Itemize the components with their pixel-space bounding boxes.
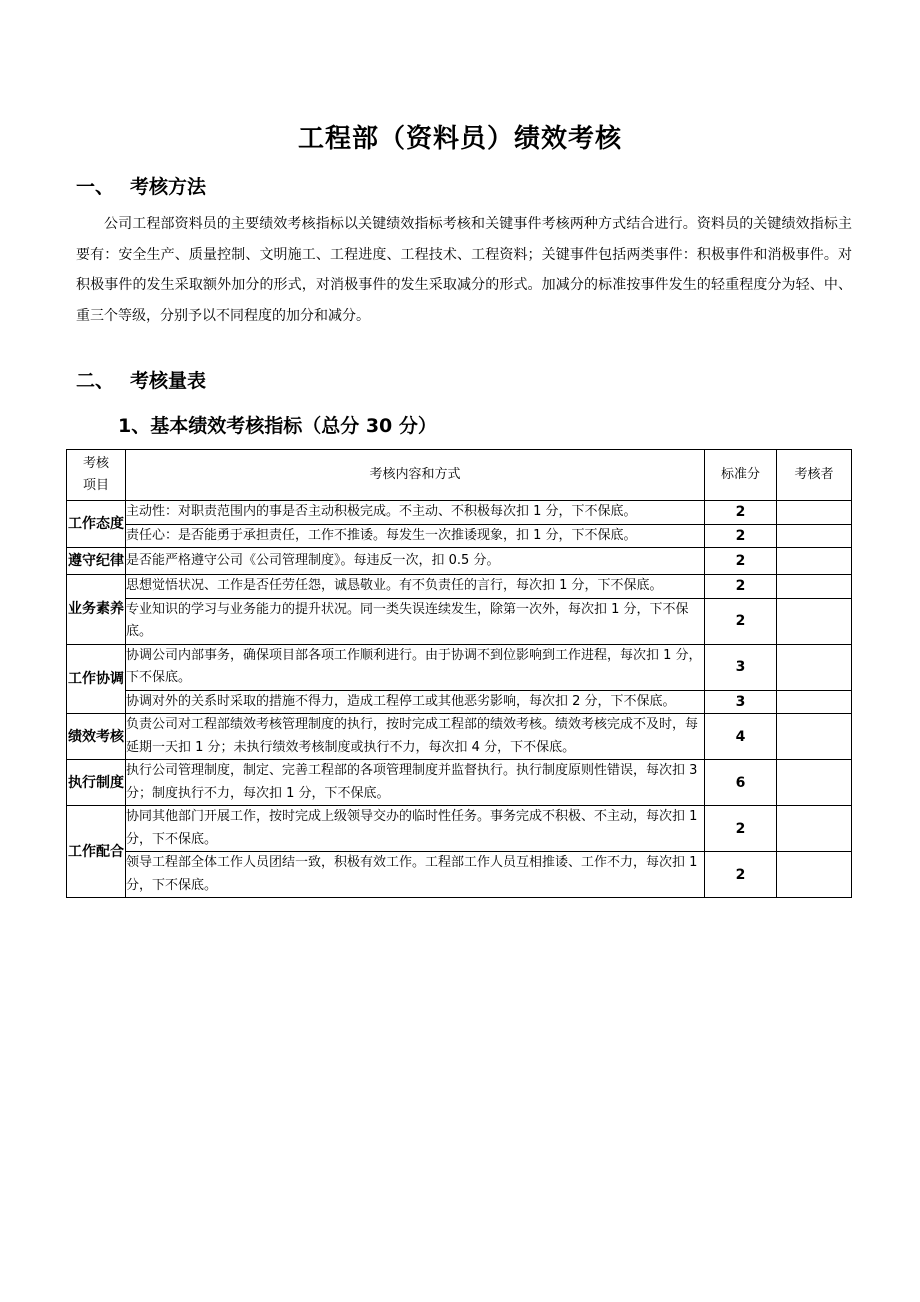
method-paragraph: 公司工程部资料员的主要绩效考核指标以关键绩效指标考核和关键事件考核两种方式结合进行。资料员的关键绩效指标主要有：安全生产、质量控制、文明施工、工程进度、工程技术、工程资料；关键事件包括两类事件：积极事件和消极事件。对积极事件的发生采取额外加分的形式，对消极事件的发生采取减分的形式。加减分的标准按事件发生的轻重程度分为轻、中、重三个等级，分别予以不同程度的加分和减分。 (76, 216, 852, 324)
assessment-table (66, 449, 852, 898)
assessor-cell[interactable] (777, 644, 852, 690)
score-cell: 2 (705, 501, 777, 525)
table-row (67, 548, 852, 575)
item-cell: 绩效考核 (67, 714, 126, 760)
table-row (67, 598, 852, 644)
section-title: 考核方法 (130, 176, 207, 198)
assessor-cell[interactable] (777, 714, 852, 760)
item-cell: 业务素养 (67, 575, 126, 645)
table-body (67, 501, 852, 898)
subsection-heading: 1、基本绩效考核指标（总分 30 分） (118, 415, 437, 437)
header-content: 考核内容和方式 (126, 450, 705, 501)
content-cell: 责任心：是否能勇于承担责任，工作不推诿。每发生一次推诿现象，扣 1 分，下不保底。 (126, 524, 705, 548)
content-cell: 主动性：对职责范围内的事是否主动积极完成。不主动、不积极每次扣 1 分，下不保底。 (126, 501, 705, 525)
content-cell: 负责公司对工程部绩效考核管理制度的执行，按时完成工程部的绩效考核。绩效考核完成不及时，每延期一天扣 1 分；未执行绩效考核制度或执行不力，每次扣 4 分，下不保底。 (126, 714, 705, 760)
section-heading-method (76, 172, 206, 199)
score-cell: 2 (705, 524, 777, 548)
score-cell: 2 (705, 852, 777, 898)
table-row (67, 575, 852, 599)
content-cell: 协调对外的关系时采取的措施不得力，造成工程停工或其他恶劣影响，每次扣 2 分，下不保底。 (126, 690, 705, 714)
table-row (67, 852, 852, 898)
assessor-cell[interactable] (777, 575, 852, 599)
score-cell: 2 (705, 598, 777, 644)
assessor-cell[interactable] (777, 501, 852, 525)
item-cell: 工作态度 (67, 501, 126, 548)
table-row (67, 714, 852, 760)
table-row (67, 524, 852, 548)
assessor-cell[interactable] (777, 524, 852, 548)
section-heading-scale (76, 366, 206, 393)
header-assessor: 考核者 (777, 450, 852, 501)
content-cell: 思想觉悟状况、工作是否任劳任怨，诚恳敬业。有不负责任的言行，每次扣 1 分，下不保底。 (126, 575, 705, 599)
content-cell: 专业知识的学习与业务能力的提升状况。同一类失误连续发生，除第一次外，每次扣 1 分，下不保底。 (126, 598, 705, 644)
assessor-cell[interactable] (777, 760, 852, 806)
section-title: 考核量表 (130, 370, 207, 392)
item-cell: 工作配合 (67, 806, 126, 898)
header-score: 标准分 (705, 450, 777, 501)
assessor-cell[interactable] (777, 852, 852, 898)
assessor-cell[interactable] (777, 690, 852, 714)
assessor-cell[interactable] (777, 548, 852, 575)
content-cell: 是否能严格遵守公司《公司管理制度》。每违反一次，扣 0.5 分。 (126, 548, 705, 575)
content-cell: 领导工程部全体工作人员团结一致，积极有效工作。工程部工作人员互相推诿、工作不力，每次扣 1 分，下不保底。 (126, 852, 705, 898)
item-cell: 工作协调 (67, 644, 126, 714)
section-number: 二、 (76, 370, 115, 392)
score-cell: 6 (705, 760, 777, 806)
document-title: 工程部（资料员）绩效考核 (297, 124, 622, 154)
assessor-cell[interactable] (777, 806, 852, 852)
table-row (67, 644, 852, 690)
table-row (67, 690, 852, 714)
content-cell: 协同其他部门开展工作，按时完成上级领导交办的临时性任务。事务完成不积极、不主动，每次扣 1 分，下不保底。 (126, 806, 705, 852)
score-cell: 3 (705, 690, 777, 714)
score-cell: 3 (705, 644, 777, 690)
table-row (67, 501, 852, 525)
content-cell: 协调公司内部事务，确保项目部各项工作顺利进行。由于协调不到位影响到工作进程，每次扣 1 分，下不保底。 (126, 644, 705, 690)
score-cell: 2 (705, 806, 777, 852)
score-cell: 2 (705, 548, 777, 575)
table-row (67, 806, 852, 852)
table-header-row (67, 450, 852, 501)
assessor-cell[interactable] (777, 598, 852, 644)
content-cell: 执行公司管理制度，制定、完善工程部的各项管理制度并监督执行。执行制度原则性错误，每次扣 3 分；制度执行不力，每次扣 1 分，下不保底。 (126, 760, 705, 806)
table-row (67, 760, 852, 806)
score-cell: 4 (705, 714, 777, 760)
header-item: 考核项目 (67, 450, 126, 501)
item-cell: 执行制度 (67, 760, 126, 806)
section-number: 一、 (76, 176, 115, 198)
item-cell: 遵守纪律 (67, 548, 126, 575)
score-cell: 2 (705, 575, 777, 599)
